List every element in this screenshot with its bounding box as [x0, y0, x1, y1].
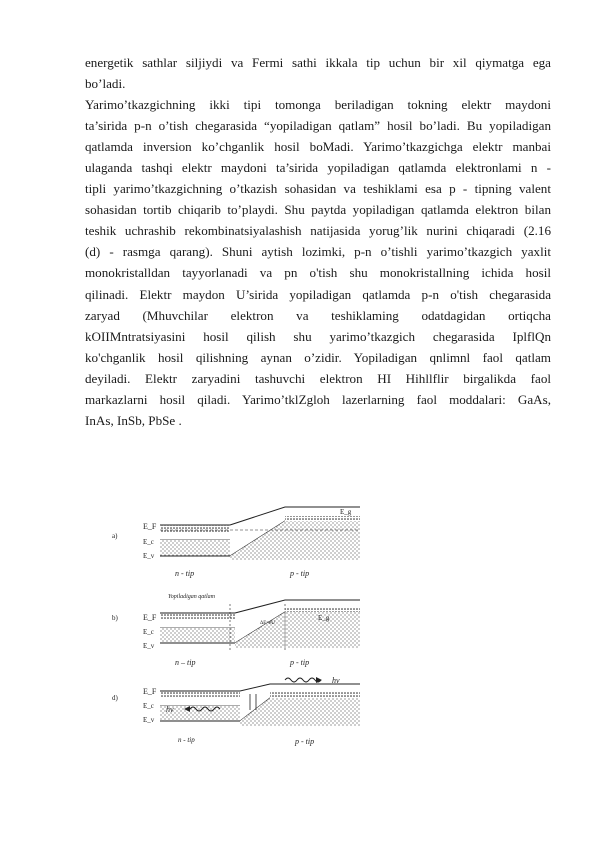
eg-label-b: E_g [318, 614, 330, 622]
ev-label-d: E_v [143, 716, 155, 724]
p-tip-label-d: p - tip [295, 737, 315, 746]
body-text [85, 52, 551, 431]
text-line: tipli yarimo’tkazgichning o’tkazish sohasidan va teshiklami esa p - tipning valent [85, 181, 551, 197]
ec-label-b: E_c [143, 628, 154, 636]
delta-e-label: ΔE=eU [260, 621, 275, 626]
n-valence-band-b [160, 628, 235, 643]
text-line: markazlarni hosil qiladi. Yarimo’tklZgloh lazerlarning faol moddalari: GaAs, [85, 391, 551, 407]
eg-label: E_g [340, 508, 352, 516]
photon-label-right: hν [332, 676, 340, 685]
text-line: Yarimo’tkazgichning ikki tipi tomonga beriladigan tokning elektr maydoni [85, 97, 551, 113]
panel-a [112, 507, 360, 578]
photon-wave-right [285, 678, 321, 682]
p-valence-band [230, 521, 360, 560]
text-line: kOIIMntratsiyasini hosil qilish shu yarimo’tkazgich chegarasida IplflQn [85, 328, 551, 344]
n-tip-label-d: n - tip [178, 736, 195, 744]
text-line: InAs, InSb, PbSe . [85, 412, 182, 428]
depletion-layer-label: Yopiladigan qatlam [168, 594, 215, 600]
ec-label: E_c [143, 538, 154, 546]
p-tip-label-b: p - tip [290, 658, 310, 667]
text-line: monokristalldan tayyorlanadi va pn o'tish shu monokristallning ichida hosil [85, 265, 551, 281]
panel-b [112, 594, 360, 667]
ef-label-b: E_F [143, 613, 157, 622]
pn-junction-figure [110, 500, 370, 750]
panel-a-label: a) [112, 532, 118, 540]
ef-label: E_F [143, 522, 157, 531]
p-valence-band-d [240, 698, 360, 726]
text-line: ulaganda tashqi elektr maydoni ta’sirida yopiladigan qatlamda elektronlami n - [85, 160, 551, 176]
panel-b-label: b) [112, 614, 118, 622]
text-line: qilinadi. Elektr maydon U’sirida yopiladigan qatlamda p-n o'tish chegarasida [85, 286, 551, 302]
text-line: ta’sirida p-n o’tish chegarasida “yopiladigan qatlam” hosil bo’ladi. Bu yopiladigan [85, 118, 551, 134]
n-valence-band [160, 540, 230, 556]
text-line: teshik uchrashib rekombinatsiyalashish natijasida yorug’lik nurini chiqaradi (2.16 [85, 223, 551, 239]
n-tip-label: n - tip [175, 569, 195, 578]
n-conduction-band-b [160, 613, 235, 620]
panel-d [112, 676, 360, 746]
text-line: qatlamda inversion ko’chganlik hosil boMadi. Yarimo’tkazgichga elektr manbai [85, 139, 551, 155]
text-line: zaryad (Mhuvchilar elektron va teshiklaming odatdagidan ortiqcha [85, 307, 551, 323]
panel-d-label: d) [112, 694, 118, 702]
text-line: deyiladi. Elektr zaryadini tashuvchi elektron HI Hihllflir birgalikda faol [85, 370, 551, 386]
text-line: ko'chganlik hosil qilishning aynan o’zidir. Yopiladigan qnlimnl faol qatlam [85, 349, 551, 365]
text-line: energetik sathlar siljiydi va Fermi sathi ikkala tip uchun bir xil qiymatga ega [85, 55, 551, 70]
p-tip-label: p - tip [290, 569, 310, 578]
p-valence-band-b [235, 612, 360, 648]
photon-label-left: hν [166, 705, 174, 714]
ef-label-d: E_F [143, 687, 157, 696]
n-conduction-band-d [160, 691, 240, 698]
text-line: (d) - rasmga qarang). Shuni aytish lozimki, p-n o’tishli yarimo’tkazgich yaxlit [85, 244, 551, 260]
text-line: sohasidan tortib chiqarib to’playdi. Shu paytda yopiladigan qatlamda elektron bilan [85, 202, 551, 218]
n-conduction-band [160, 525, 230, 533]
band-diagram-svg [110, 500, 370, 750]
p-holes [285, 516, 360, 521]
ev-label: E_v [143, 552, 155, 560]
n-tip-label-b: n – tip [175, 658, 196, 667]
ec-label-d: E_c [143, 702, 154, 710]
ev-label-b: E_v [143, 642, 155, 650]
text-line: bo’ladi. [85, 76, 126, 92]
